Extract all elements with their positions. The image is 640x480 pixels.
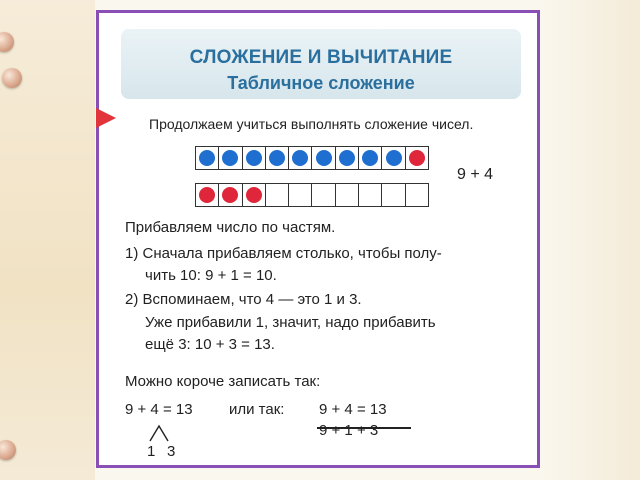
frame-cell (289, 184, 312, 206)
blue-counter-icon (246, 150, 262, 166)
frame-cell (219, 147, 242, 169)
blue-counter-icon (362, 150, 378, 166)
frame-cell (406, 147, 428, 169)
split-part-3: 3 (167, 443, 176, 460)
frame-cell (312, 184, 335, 206)
frame-cell (336, 147, 359, 169)
step-1-line-2: чить 10: 9 + 1 = 10. (145, 267, 277, 284)
decorative-background-left (0, 0, 95, 480)
intro-text: Продолжаем учиться выполнять сложение чисел. (149, 116, 474, 132)
frame-cell (382, 184, 405, 206)
split-part-1: 1 (147, 443, 156, 460)
frame-cell (406, 184, 428, 206)
ten-frame-top (195, 146, 429, 170)
decorative-background-right (540, 0, 640, 480)
frame-cell (336, 184, 359, 206)
frame-cell (289, 147, 312, 169)
fraction-bottom: 9 + 1 + 3 (319, 422, 379, 439)
split-caret-icon (146, 423, 172, 443)
blue-counter-icon (269, 150, 285, 166)
blue-counter-icon (292, 150, 308, 166)
blue-counter-icon (339, 150, 355, 166)
step-2-line-3: ещё 3: 10 + 3 = 13. (145, 336, 275, 353)
frame-cell (266, 147, 289, 169)
red-triangle-marker-icon (96, 108, 116, 128)
red-counter-icon (409, 150, 425, 166)
red-counter-icon (199, 187, 215, 203)
frame-cell (359, 184, 382, 206)
frame-cell (266, 184, 289, 206)
fraction-top: 9 + 4 = 13 (319, 401, 387, 418)
frame-cell (382, 147, 405, 169)
frame-cell (196, 147, 219, 169)
red-counter-icon (222, 187, 238, 203)
blue-counter-icon (222, 150, 238, 166)
method-heading: Прибавляем число по частям. (125, 219, 336, 236)
frame-cell (312, 147, 335, 169)
frame-cell (243, 184, 266, 206)
blue-counter-icon (316, 150, 332, 166)
step-2-line-2: Уже прибавили 1, значит, надо прибавить (145, 314, 436, 331)
frame-cell (359, 147, 382, 169)
example-expression: 9 + 4 (457, 166, 494, 183)
page-title: СЛОЖЕНИЕ И ВЫЧИТАНИЕ (189, 47, 453, 68)
page-subtitle: Табличное сложение (227, 73, 415, 93)
decorative-bead (2, 68, 22, 88)
blue-counter-icon (199, 150, 215, 166)
blue-counter-icon (386, 150, 402, 166)
step-1-line-1: 1) Сначала прибавляем столько, чтобы полу- (125, 245, 442, 262)
textbook-page (96, 10, 540, 468)
or-so-label: или так: (229, 401, 285, 418)
decorative-bead (0, 440, 16, 460)
decorative-bead (0, 32, 14, 52)
frame-cell (243, 147, 266, 169)
page-header (121, 29, 521, 99)
ten-frame-bottom (195, 183, 429, 207)
short-equation: 9 + 4 = 13 (125, 401, 193, 418)
frame-cell (196, 184, 219, 206)
shorter-heading: Можно короче записать так: (125, 373, 321, 390)
step-2-line-1: 2) Вспоминаем, что 4 — это 1 и 3. (125, 291, 362, 308)
red-counter-icon (246, 187, 262, 203)
frame-cell (219, 184, 242, 206)
